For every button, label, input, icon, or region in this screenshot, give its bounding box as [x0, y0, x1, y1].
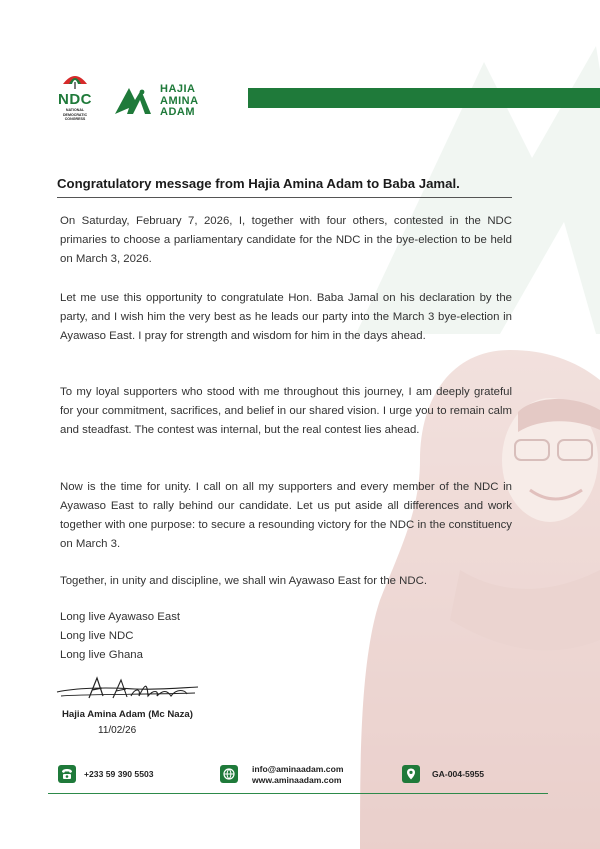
- candidate-logo-icon: [113, 86, 153, 116]
- ndc-subtitle-2: DEMOCRATIC: [62, 112, 88, 117]
- signatory-name: Hajia Amina Adam (Mc Naza): [62, 709, 193, 720]
- footer-phone[interactable]: +233 59 390 5503: [84, 769, 154, 779]
- paragraph-1: On Saturday, February 7, 2026, I, together with four others, contested in the NDC primaries to choose a parliamentary candidate for the NDC in the bye-election to be held on March 3, 2026.: [60, 215, 512, 265]
- candidate-brand-name: [160, 84, 199, 119]
- long-live-line: Long live Ghana: [60, 649, 143, 661]
- footer-gps-address: GA-004-5955: [432, 769, 485, 779]
- signature-date: 11/02/26: [98, 725, 137, 736]
- ndc-subtitle-1: NATIONAL: [65, 108, 85, 112]
- title-underline: [57, 197, 512, 198]
- paragraph-5: Together, in unity and discipline, we shall win Ayawaso East for the NDC.: [60, 575, 428, 587]
- footer-website[interactable]: www.aminaadam.com: [252, 775, 342, 785]
- phone-icon: [58, 765, 76, 783]
- long-live-line: Long live NDC: [60, 630, 134, 642]
- ndc-subtitle-3: CONGRESS: [64, 117, 86, 121]
- ndc-name: NDC: [58, 91, 92, 108]
- paragraph-2: Let me use this opportunity to congratulate Hon. Baba Jamal on his declaration by the party, and I wish him the very best as he leads our party into the March 3 bye-election in Ayawaso East. I pray for strength and wisdom for him in the days ahead.: [60, 292, 512, 342]
- brand-line-3: ADAM: [160, 106, 195, 118]
- paragraph-4: Now is the time for unity. I call on all my supporters and every member of the NDC in Ayawaso East to rally behind our candidate. Let us put aside all differences and work together with one purpose: to secure a resounding victory for the NDC in the constituency on March 3.: [60, 481, 512, 550]
- header-bar: [248, 88, 600, 108]
- long-live-line: Long live Ayawaso East: [60, 611, 181, 623]
- globe-icon: [220, 765, 238, 783]
- brand-line-2: AMINA: [160, 94, 199, 107]
- letter-title: Congratulatory message from Hajia Amina Adam to Baba Jamal.: [57, 176, 460, 191]
- umbrella-icon: [61, 70, 89, 90]
- brand-line-1: HAJIA: [160, 83, 196, 95]
- long-live-list: [60, 608, 180, 665]
- footer-email[interactable]: info@aminaadam.com: [252, 764, 344, 774]
- location-pin-icon: [402, 765, 420, 783]
- ndc-logo: [50, 70, 100, 132]
- handwritten-signature: [55, 674, 200, 704]
- footer-divider: [48, 793, 548, 794]
- paragraph-3: To my loyal supporters who stood with me throughout this journey, I am deeply grateful for your commitment, sacrifices, and belief in our shared vision. I urge you to remain calm and steadfast. The contest was internal, but the real contest lies ahead.: [60, 386, 512, 436]
